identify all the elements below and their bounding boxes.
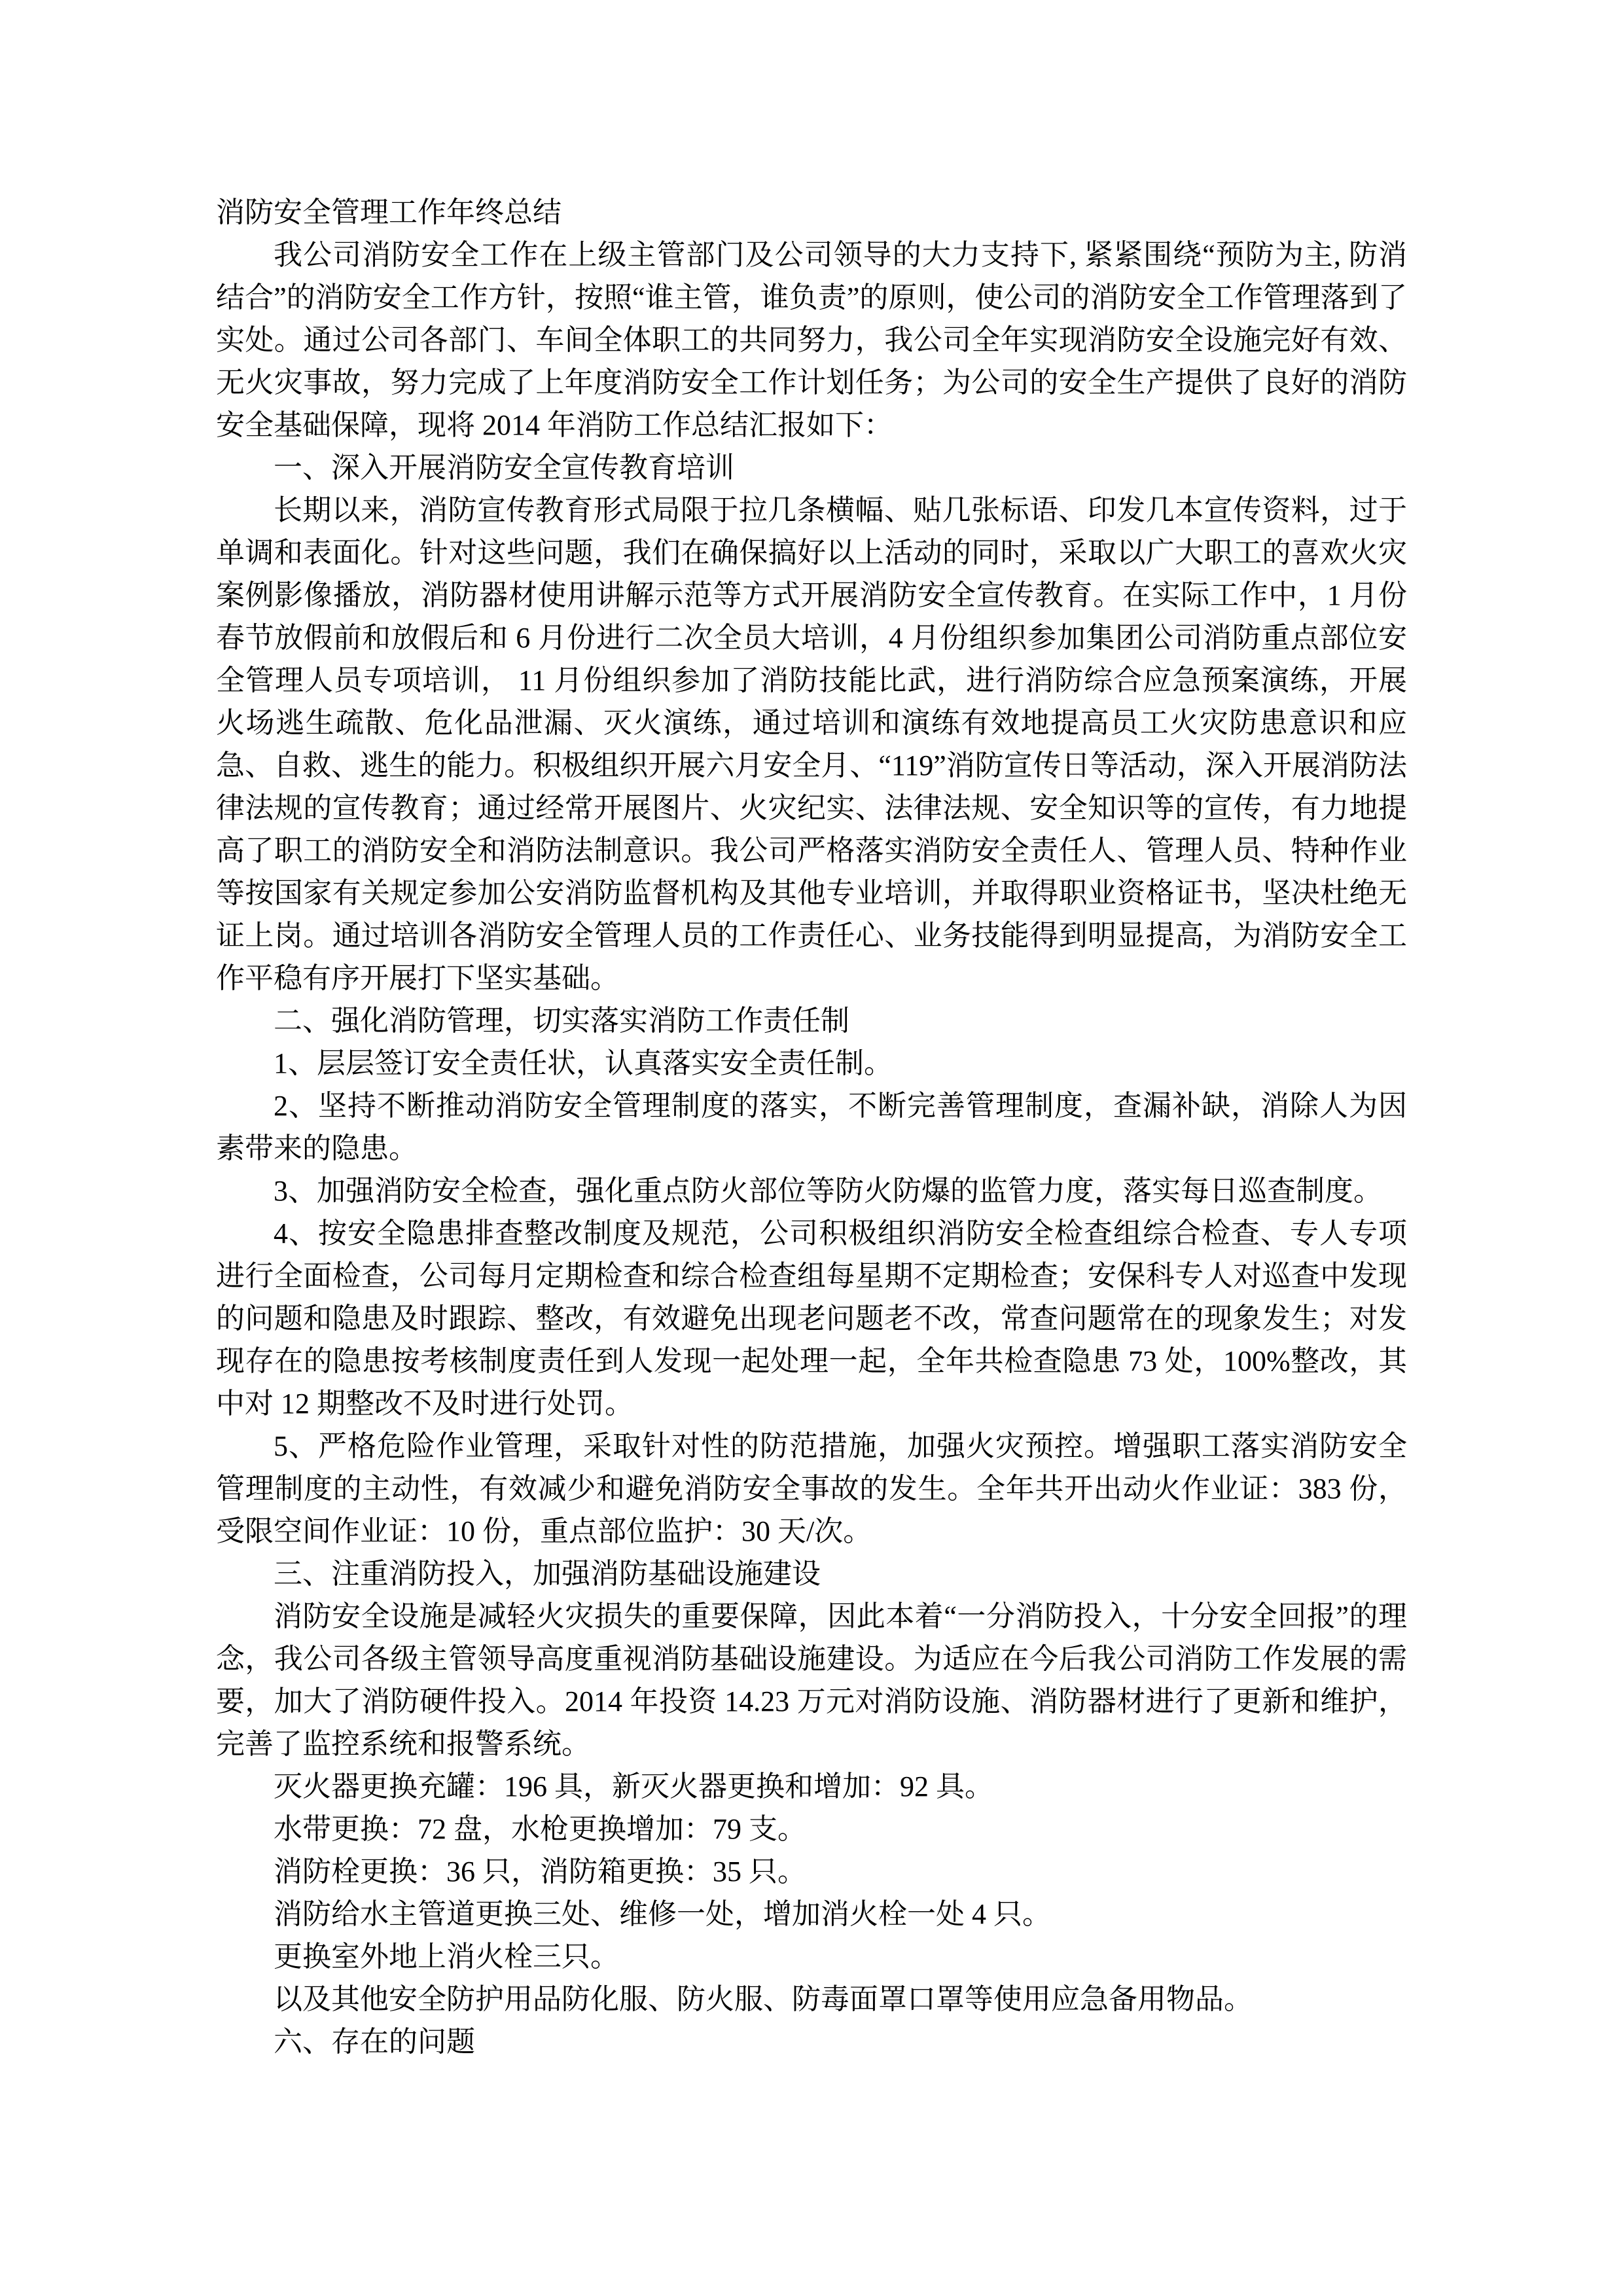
section-heading: 六、存在的问题 [274, 2026, 475, 2058]
paragraph: 长期以来，消防宣传教育形式局限于拉几条横幅、贴几张标语、印发几本宣传资料，过于单调和表面化。针对这些问题，我们在确保搞好以上活动的同时，采取以广大职工的喜欢火灾案例影像播放，消防器材使用讲解示范等方式开展消防安全宣传教育。在实际工作中，1 月份春节放假前和放假后和 6 月份进行二次全员大培训，4 月份组织参加集团公司消防重点部位安全管理人员专项培训， 11 月份组织参加了消防技能比武，进行消防综合应急预案演练，开展火场逃生疏散、危化品泄漏、灭火演练，通过培训和演练有效地提高员工火灾防患意识和应急、自救、逃生的能力。积极组织开展六月安全月、“119”消防宣传日等活动，深入开展消防法律法规的宣传教育；通过经常开展图片、火灾纪实、法律法规、安全知识等的宣传，有力地提高了职工的消防安全和消防法制意识。我公司严格落实消防安全责任人、管理人员、特种作业等按国家有关规定参加公安消防监督机构及其他专业培训，并取得职业资格证书，坚决杜绝无证上岗。通过培训各消防安全管理人员的工作责任心、业务技能得到明显提高，为消防安全工作平稳有序开展打下坚实基础。 [216, 494, 1407, 994]
list-item: 灭火器更换充罐：196 具，新灭火器更换和增加：92 具。 [274, 1770, 993, 1803]
list-item: 更换室外地上消火栓三只。 [274, 1941, 619, 1973]
paragraph: 我公司消防安全工作在上级主管部门及公司领导的大力支持下, 紧紧围绕“预防为主, 防消结合”的消防安全工作方针，按照“谁主管，谁负责”的原则，使公司的消防安全工作管理落到了实处。通过公司各部门、车间全体职工的共同努力，我公司全年实现消防安全设施完好有效、无火灾事故，努力完成了上年度消防安全工作计划任务；为公司的安全生产提供了良好的消防安全基础保障，现将 2014 年消防工作总结汇报如下： [216, 239, 1407, 441]
list-item: 4、按安全隐患排查整改制度及规范，公司积极组织消防安全检查组综合检查、专人专项进行全面检查，公司每月定期检查和综合检查组每星期不定期检查；安保科专人对巡查中发现的问题和隐患及时跟踪、整改，有效避免出现老问题老不改，常查问题常在的现象发生；对发现存在的隐患按考核制度责任到人发现一起处理一起，全年共检查隐患 73 处，100%整改，其中对 12 期整改不及时进行处罚。 [216, 1217, 1407, 1420]
list-item: 2、坚持不断推动消防安全管理制度的落实，不断完善管理制度，查漏补缺，消除人为因素带来的隐患。 [216, 1090, 1407, 1164]
list-item: 消防栓更换：36 只，消防箱更换：35 只。 [274, 1856, 806, 1888]
list-item: 1、层层签订安全责任状，认真落实安全责任制。 [274, 1047, 893, 1079]
section-heading: 一、深入开展消防安全宣传教育培训 [274, 452, 734, 484]
list-item: 消防给水主管道更换三处、维修一处，增加消火栓一处 4 只。 [274, 1898, 1051, 1930]
document-body [216, 191, 1407, 2063]
paragraph: 以及其他安全防护用品防化服、防火服、防毒面罩口罩等使用应急备用物品。 [274, 1983, 1253, 2015]
section-heading: 三、注重消防投入，加强消防基础设施建设 [274, 1558, 821, 1590]
list-item: 水带更换：72 盘，水枪更换增加：79 支。 [274, 1813, 806, 1845]
paragraph: 消防安全设施是减轻火灾损失的重要保障，因此本着“一分消防投入，十分安全回报”的理念，我公司各级主管领导高度重视消防基础设施建设。为适应在今后我公司消防工作发展的需要，加大了消防硬件投入。2014 年投资 14.23 万元对消防设施、消防器材进行了更新和维护，完善了监控系统和报警系统。 [216, 1600, 1407, 1760]
section-heading: 二、强化消防管理，切实落实消防工作责任制 [274, 1005, 849, 1037]
list-item: 3、加强消防安全检查，强化重点防火部位等防火防爆的监管力度，落实每日巡查制度。 [274, 1175, 1382, 1207]
document-title: 消防安全管理工作年终总结 [216, 196, 562, 228]
list-item: 5、严格危险作业管理，采取针对性的防范措施，加强火灾预控。增强职工落实消防安全管理制度的主动性，有效减少和避免消防安全事故的发生。全年共开出动火作业证：383 份，受限空间作业证：10 份，重点部位监护：30 天/次。 [216, 1430, 1407, 1547]
